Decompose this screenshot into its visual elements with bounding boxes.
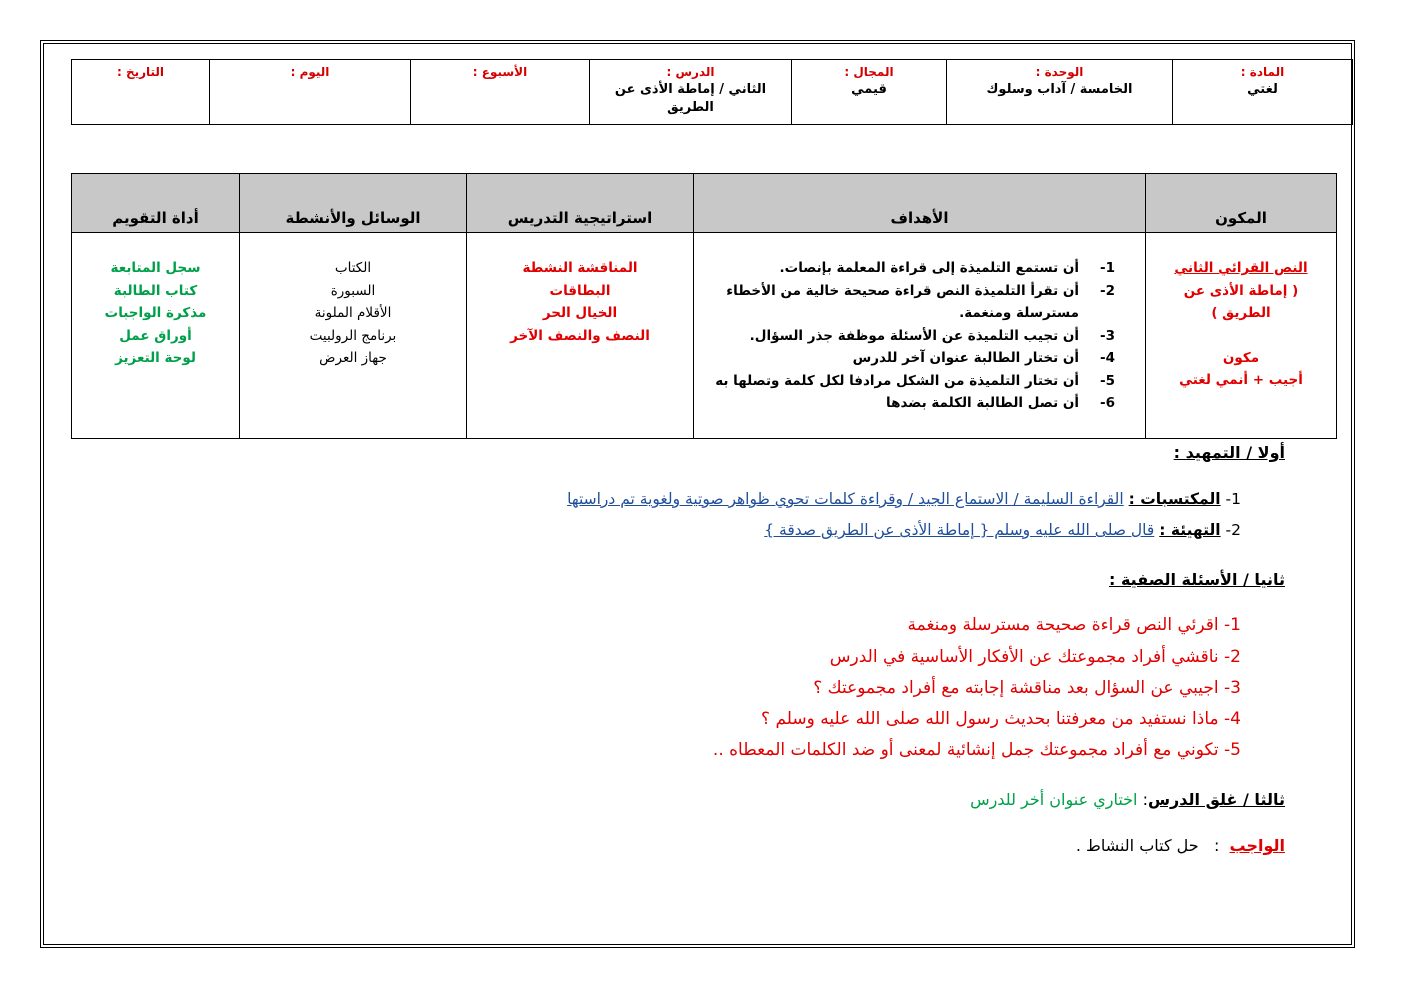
tool-item: السبورة xyxy=(330,282,376,299)
goal-item xyxy=(695,280,1115,325)
question-item xyxy=(908,615,1242,635)
question-num: 3- xyxy=(1224,678,1241,698)
field-cell xyxy=(792,60,947,125)
strategy-item: النصف والنصف الآخر xyxy=(510,327,650,344)
field-value: قيمي xyxy=(851,82,887,97)
header-component: المكون xyxy=(1146,174,1337,233)
field-label: المجال : xyxy=(844,65,894,79)
goal-num: 1- xyxy=(1099,260,1115,276)
strategies-cell xyxy=(467,233,694,439)
question-text: تكوني مع أفراد مجموعتك جمل إنشائية لمعنى أو ضد الكلمات المعطاه .. xyxy=(712,740,1219,760)
lesson-cell xyxy=(590,60,792,125)
question-num: 1- xyxy=(1224,615,1241,635)
intro-text: قال صلى الله عليه وسلم { إماطة الأذى عن الطريق صدقة } xyxy=(764,521,1155,539)
component-line: ( إماطة الأذى عن xyxy=(1183,282,1299,299)
goal-text: أن تقرأ التلميذة النص قراءة صحيحة خالية من الأخطاء مسترسلة ومنغمة. xyxy=(726,282,1079,321)
component-cell xyxy=(1146,233,1337,439)
unit-value: الخامسة / آداب وسلوك xyxy=(986,82,1133,97)
day-label: اليوم : xyxy=(290,65,330,79)
question-item xyxy=(830,647,1241,667)
header-table xyxy=(71,59,1353,125)
intro-label: المكتسبات : xyxy=(1128,490,1221,508)
date-label: التاريخ : xyxy=(116,65,165,79)
assessment-item: لوحة التعزيز xyxy=(115,350,196,366)
question-text: اجيبي عن السؤال بعد مناقشة إجابته مع أفراد مجموعتك ؟ xyxy=(813,678,1219,698)
assessment-item: سجل المتابعة xyxy=(110,260,201,276)
intro-title: أولا / التمهيد : xyxy=(1173,443,1285,462)
tool-item: برنامج الرولبيت xyxy=(309,327,397,344)
closing-title: ثالثا / غلق الدرس xyxy=(1147,790,1285,809)
strategy-item: المناقشة النشطة xyxy=(522,260,638,276)
goal-num: 3- xyxy=(1099,327,1115,344)
intro-label: التهيئة : xyxy=(1159,521,1221,539)
questions-title: ثانيا / الأسئلة الصفية : xyxy=(1109,570,1285,589)
assessment-item: أوراق عمل xyxy=(119,327,192,344)
question-text: ماذا نستفيد من معرفتنا بحديث رسول الله صلى الله عليه وسلم ؟ xyxy=(761,709,1219,729)
closing-text: اختاري عنوان أخر للدرس xyxy=(970,790,1138,809)
week-cell xyxy=(411,60,590,125)
date-cell xyxy=(72,60,210,125)
tool-item: الكتاب xyxy=(334,260,372,276)
question-item xyxy=(813,678,1241,698)
subject-cell xyxy=(1173,60,1353,125)
component-line: النص القرائي الثاني xyxy=(1174,260,1308,276)
goals-cell xyxy=(694,233,1146,439)
homework-label: الواجب xyxy=(1229,836,1285,855)
tools-cell xyxy=(240,233,467,439)
question-num: 2- xyxy=(1224,647,1241,667)
strategy-item: البطاقات xyxy=(549,282,611,299)
intro-text: القراءة السليمة / الاستماع الجيد / وقراءة كلمات تحوي ظواهر صوتية ولغوية تم دراستها xyxy=(567,490,1124,508)
goal-item xyxy=(695,325,1115,348)
goal-text: أن تختار الطالبة عنوان آخر للدرس xyxy=(852,350,1079,366)
intro-num: 1- xyxy=(1225,490,1241,508)
goal-item xyxy=(695,392,1115,415)
day-cell xyxy=(210,60,411,125)
assessment-item: كتاب الطالبة xyxy=(113,282,198,299)
goal-num: 2- xyxy=(1099,282,1115,299)
lesson-value: الثاني / إماطة الأذى عن الطريق xyxy=(614,82,767,115)
goal-item xyxy=(695,257,1115,280)
tool-item: الأقلام الملونة xyxy=(314,305,392,321)
component-extra-value: أجيب + أنمي لغتي xyxy=(1179,372,1303,388)
question-text: اقرئي النص قراءة صحيحة مسترسلة ومنغمة xyxy=(907,615,1219,635)
intro-num: 2- xyxy=(1225,521,1241,539)
question-text: ناقشي أفراد مجموعتك عن الأفكار الأساسية في الدرس xyxy=(829,647,1219,667)
goal-num: 4- xyxy=(1099,350,1115,366)
strategy-item: الخيال الحر xyxy=(542,305,618,321)
component-extra-title: مكون xyxy=(1222,349,1260,366)
subject-value: لغتي xyxy=(1247,82,1278,97)
homework-line: الواجب : حل كتاب النشاط . xyxy=(1075,836,1285,855)
goal-num: 5- xyxy=(1099,372,1115,389)
header-goals: الأهداف xyxy=(694,174,1146,233)
question-num: 4- xyxy=(1224,709,1241,729)
goal-text: أن تستمع التلميذة إلى قراءة المعلمة بإنصات. xyxy=(779,260,1079,276)
goal-text: أن تجيب التلميذة عن الأسئلة موظفة جذر السؤال. xyxy=(749,327,1079,344)
week-label: الأسبوع : xyxy=(472,65,528,79)
assessment-item: مذكرة الواجبات xyxy=(104,305,207,321)
tool-item: جهاز العرض xyxy=(319,350,387,366)
homework-text: حل كتاب النشاط . xyxy=(1075,836,1199,855)
intro-item-2 xyxy=(764,521,1241,539)
question-num: 5- xyxy=(1224,740,1241,760)
assessment-cell xyxy=(72,233,240,439)
lesson-plan-table xyxy=(71,173,1337,439)
unit-cell xyxy=(947,60,1173,125)
question-item xyxy=(713,740,1241,760)
closing-line: ثالثا / غلق الدرس: اختاري عنوان أخر للدرس xyxy=(970,790,1285,809)
goal-text: أن تصل الطالبة الكلمة بضدها xyxy=(886,395,1079,411)
unit-label: الوحدة : xyxy=(1035,65,1084,79)
lesson-label: الدرس : xyxy=(666,65,715,79)
header-tools: الوسائل والأنشطة xyxy=(240,174,467,233)
header-strategies: استراتيجية التدريس xyxy=(467,174,694,233)
goal-num: 6- xyxy=(1099,395,1115,411)
goal-item xyxy=(695,347,1115,370)
component-line: الطريق ) xyxy=(1211,305,1271,321)
header-assessment: أداة التقويم xyxy=(72,174,240,233)
subject-label: المادة : xyxy=(1240,65,1285,79)
goal-text: أن تختار التلميذة من الشكل مرادفا لكل كلمة وتصلها به xyxy=(715,372,1079,389)
question-item xyxy=(761,709,1241,729)
intro-item-1 xyxy=(567,490,1241,508)
goal-item xyxy=(695,370,1115,393)
